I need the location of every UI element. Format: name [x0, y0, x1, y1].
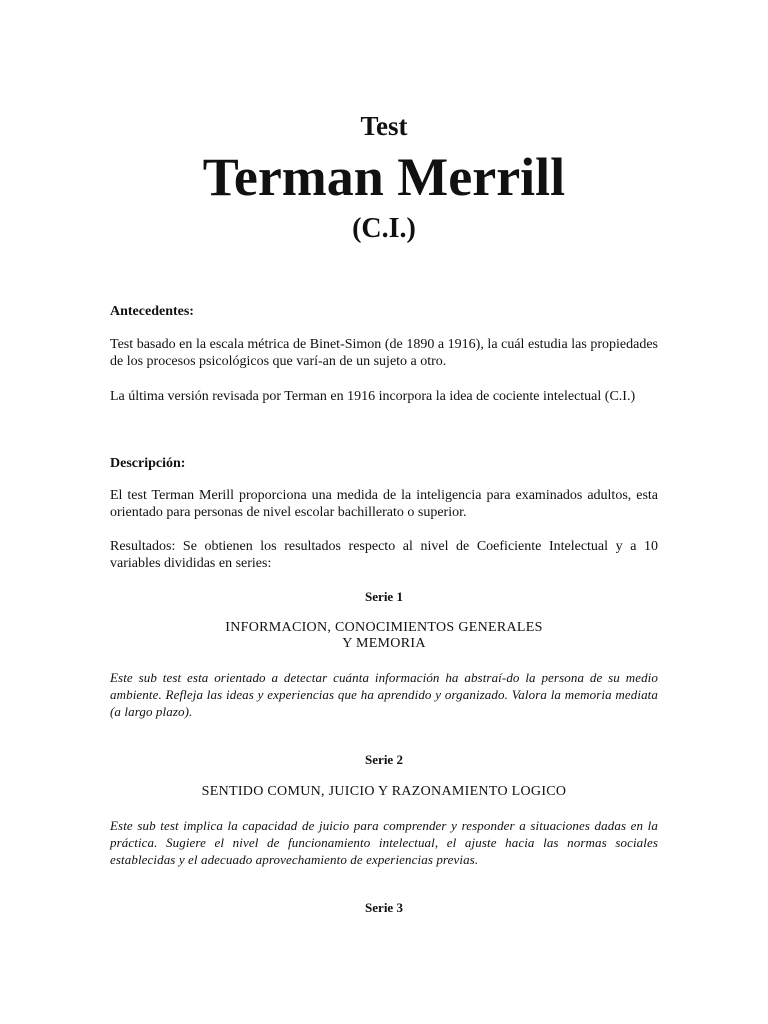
- antecedentes-para-1-wrap: [110, 336, 658, 370]
- doc-subtitle: (C.I.): [352, 213, 416, 244]
- serie-2-description: Este sub test implica la capacidad de juicio para comprender y responder a situaciones dadas en la práctica. Sugiere el nivel de funcionamiento intelectual, el ajuste hacia las normas sociales establecidas y el adecuado aprovechamiento de experiencias previas.: [110, 818, 658, 867]
- antecedentes-paragraph: La última versión revisada por Terman en 1916 incorpora la idea de cociente intelectual (C.I.): [110, 389, 636, 404]
- serie-1-description: Este sub test esta orientado a detectar cuánta información ha abstraí-do la persona de su medio ambiente. Refleja las ideas y experiencias que ha aprendido y organizado. Valora la memoria mediata (a largo plazo).: [110, 670, 658, 719]
- serie-2-label: Serie 2: [365, 752, 403, 767]
- serie-2-title-line1: SENTIDO COMUN, JUICIO Y RAZONAMIENTO LOGICO: [201, 784, 567, 799]
- antecedentes-paragraph: Test basado en la escala métrica de Binet-Simon (de 1890 a 1916), la cuál estudia las propiedades de los procesos psicológicos que varí-an de un sujeto a otro.: [110, 337, 658, 369]
- serie-1-title-line2: Y MEMORIA: [342, 636, 426, 651]
- serie-3-label: Serie 3: [365, 900, 403, 915]
- descripcion-paragraph: Resultados: Se obtienen los resultados respecto al nivel de Coeficiente Intelectual y a 10 variables divididas en series:: [110, 539, 658, 571]
- section-antecedentes: [110, 303, 658, 321]
- serie-1-label: Serie 1: [365, 589, 403, 604]
- doc-title: Terman Merrill: [202, 147, 566, 207]
- descripcion-heading: Descripción:: [110, 456, 186, 471]
- serie-1-text-wrap: [110, 669, 658, 720]
- serie-2-text-wrap: [110, 817, 658, 868]
- doc-kicker: Test: [360, 111, 408, 141]
- antecedentes-para-2-wrap: [110, 388, 658, 405]
- descripcion-para-2-wrap: [110, 538, 658, 572]
- section-descripcion: [110, 455, 658, 473]
- serie-1-title-line1: INFORMACION, CONOCIMIENTOS GENERALES: [225, 620, 543, 635]
- antecedentes-heading: Antecedentes:: [110, 304, 194, 319]
- descripcion-paragraph: El test Terman Merill proporciona una medida de la inteligencia para examinados adultos, esta orientado para personas de nivel escolar bachillerato o superior.: [110, 488, 658, 520]
- descripcion-para-1-wrap: [110, 487, 658, 521]
